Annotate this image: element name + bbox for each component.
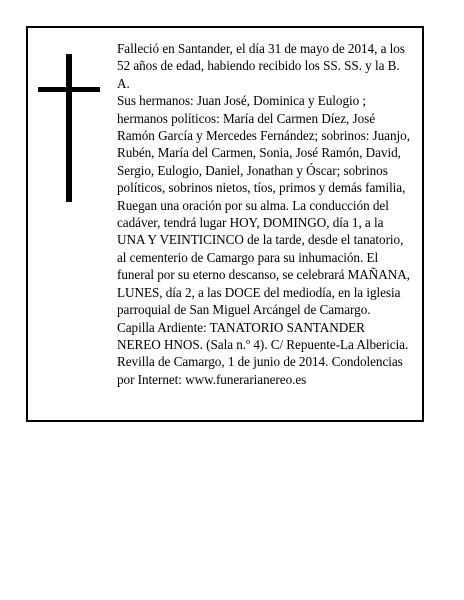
text-line: cadáver, tendrá lugar HOY, DOMINGO, día 1, a la [117,215,384,231]
text-line: Rubén, María del Carmen, Sonia, José Ramón, David, [117,145,401,161]
text-line: Capilla Ardiente: TANATORIO SANTANDER [117,319,365,335]
cross-vertical-bar [66,54,72,202]
text-line: Sus hermanos: Juan José, Dominica y Eulogio ; [117,93,367,109]
text-line: políticos, sobrinos nietos, tíos, primos y demás familia, [117,180,406,196]
text-line: Ramón García y Mercedes Fernández; sobrinos: Juanjo, [117,128,410,144]
text-line: Ruegan una oración por su alma. La conducción del [117,197,389,213]
text-line: funeral por su eterno descanso, se celebrará MAÑANA, [117,267,410,283]
text-line: 52 años de edad, habiendo recibido los SS. SS. y la B. [117,58,400,74]
text-line: NEREO HNOS. (Sala n.º 4). C/ Repuente-La Albericia. [117,336,409,352]
text-line: hermanos políticos: María del Carmen Díez, José [117,110,376,126]
cross-horizontal-bar [38,87,100,92]
cross-icon [38,54,100,202]
text-line: al cementerio de Camargo para su inhumación. El [117,249,379,265]
text-line: por Internet: www.funerarianereo.es [117,371,307,387]
text-line: Falleció en Santander, el día 31 de mayo de 2014, a los [117,41,405,56]
text-line: A. [117,75,130,91]
text-line: Revilla de Camargo, 1 de junio de 2014. Condolencias [117,354,403,370]
text-line: Sergio, Eulogio, Daniel, Jonathan y Óscar; sobrinos [117,162,388,178]
text-line: UNA Y VEINTICINCO de la tarde, desde el tanatorio, [117,232,404,248]
text-line: LUNES, día 2, a las DOCE del mediodía, en la iglesia [117,284,401,300]
obituary-text [117,40,423,388]
obituary-notice [26,26,424,422]
text-line: parroquial de San Miguel Arcángel de Camargo. [117,302,371,318]
